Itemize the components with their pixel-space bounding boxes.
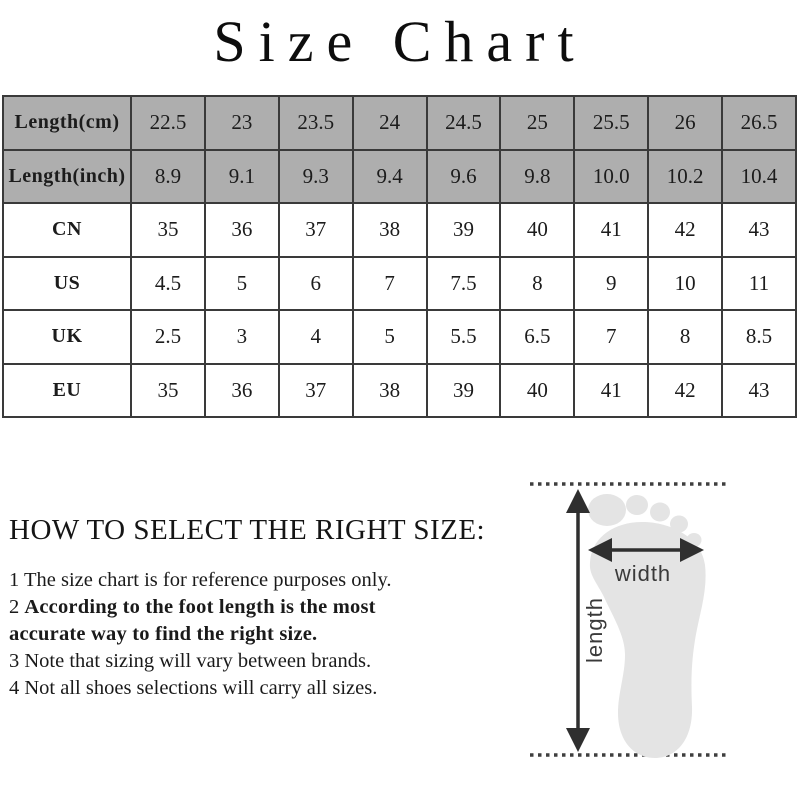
size-cell: 23 (205, 96, 279, 150)
row-label: UK (3, 310, 131, 364)
guide-item (9, 648, 414, 675)
size-cell: 42 (648, 364, 722, 418)
guide-item-text: According to the foot length is the most accurate way to find the right size. (9, 596, 376, 645)
size-cell: 10.2 (648, 150, 722, 204)
guide-item-number: 1 (9, 569, 25, 591)
size-cell: 7.5 (427, 257, 501, 311)
size-cell: 9.3 (279, 150, 353, 204)
width-label: width (614, 561, 672, 586)
row-label: EU (3, 364, 131, 418)
size-cell: 9.1 (205, 150, 279, 204)
row-label: Length(cm) (3, 96, 131, 150)
row-label: CN (3, 203, 131, 257)
size-cell: 25.5 (574, 96, 648, 150)
size-cell: 24.5 (427, 96, 501, 150)
guide-list (9, 567, 414, 702)
guide-item-text: Not all shoes selections will carry all sizes. (24, 677, 378, 699)
size-cell: 10.0 (574, 150, 648, 204)
size-cell: 24 (353, 96, 427, 150)
size-cell: 5 (205, 257, 279, 311)
table-row (3, 203, 796, 257)
guide-item (9, 675, 414, 702)
size-cell: 9.4 (353, 150, 427, 204)
size-cell: 23.5 (279, 96, 353, 150)
guide-item (9, 594, 414, 648)
size-cell: 7 (574, 310, 648, 364)
guide-item-number: 3 (9, 650, 25, 672)
size-cell: 5.5 (427, 310, 501, 364)
size-cell: 9 (574, 257, 648, 311)
size-cell: 7 (353, 257, 427, 311)
row-label: US (3, 257, 131, 311)
size-cell: 43 (722, 364, 796, 418)
size-cell: 37 (279, 364, 353, 418)
size-cell: 25 (500, 96, 574, 150)
size-cell: 6 (279, 257, 353, 311)
table-row (3, 364, 796, 418)
size-cell: 35 (131, 203, 205, 257)
size-cell: 41 (574, 203, 648, 257)
foot-diagram (515, 455, 765, 800)
page-title: Size Chart (213, 9, 587, 74)
guide-item (9, 567, 414, 594)
size-cell: 39 (427, 203, 501, 257)
size-cell: 8 (500, 257, 574, 311)
size-cell: 26.5 (722, 96, 796, 150)
size-cell: 8.5 (722, 310, 796, 364)
guide-item-number: 4 (9, 677, 25, 699)
size-cell: 40 (500, 203, 574, 257)
size-cell: 8 (648, 310, 722, 364)
size-cell: 9.8 (500, 150, 574, 204)
size-table (2, 95, 797, 418)
table-row (3, 96, 796, 150)
table-row (3, 310, 796, 364)
size-cell: 4.5 (131, 257, 205, 311)
guide-item-text: The size chart is for reference purposes only. (24, 569, 392, 591)
size-cell: 5 (353, 310, 427, 364)
size-cell: 40 (500, 364, 574, 418)
size-cell: 4 (279, 310, 353, 364)
size-cell: 3 (205, 310, 279, 364)
size-cell: 11 (722, 257, 796, 311)
size-cell: 39 (427, 364, 501, 418)
size-cell: 10.4 (722, 150, 796, 204)
guide-item-number: 2 (9, 596, 25, 618)
guide-item-text: Note that sizing will vary between brands. (24, 650, 372, 672)
size-cell: 41 (574, 364, 648, 418)
size-cell: 43 (722, 203, 796, 257)
table-row (3, 257, 796, 311)
table-row (3, 150, 796, 204)
size-cell: 37 (279, 203, 353, 257)
size-cell: 36 (205, 203, 279, 257)
size-cell: 9.6 (427, 150, 501, 204)
guide-heading: HOW TO SELECT THE RIGHT SIZE: (9, 514, 486, 546)
size-cell: 2.5 (131, 310, 205, 364)
size-cell: 8.9 (131, 150, 205, 204)
size-cell: 10 (648, 257, 722, 311)
size-cell: 26 (648, 96, 722, 150)
size-cell: 22.5 (131, 96, 205, 150)
size-cell: 35 (131, 364, 205, 418)
size-cell: 6.5 (500, 310, 574, 364)
size-cell: 38 (353, 364, 427, 418)
size-cell: 36 (205, 364, 279, 418)
row-label: Length(inch) (3, 150, 131, 204)
length-label: length (581, 597, 607, 663)
size-cell: 38 (353, 203, 427, 257)
size-cell: 42 (648, 203, 722, 257)
